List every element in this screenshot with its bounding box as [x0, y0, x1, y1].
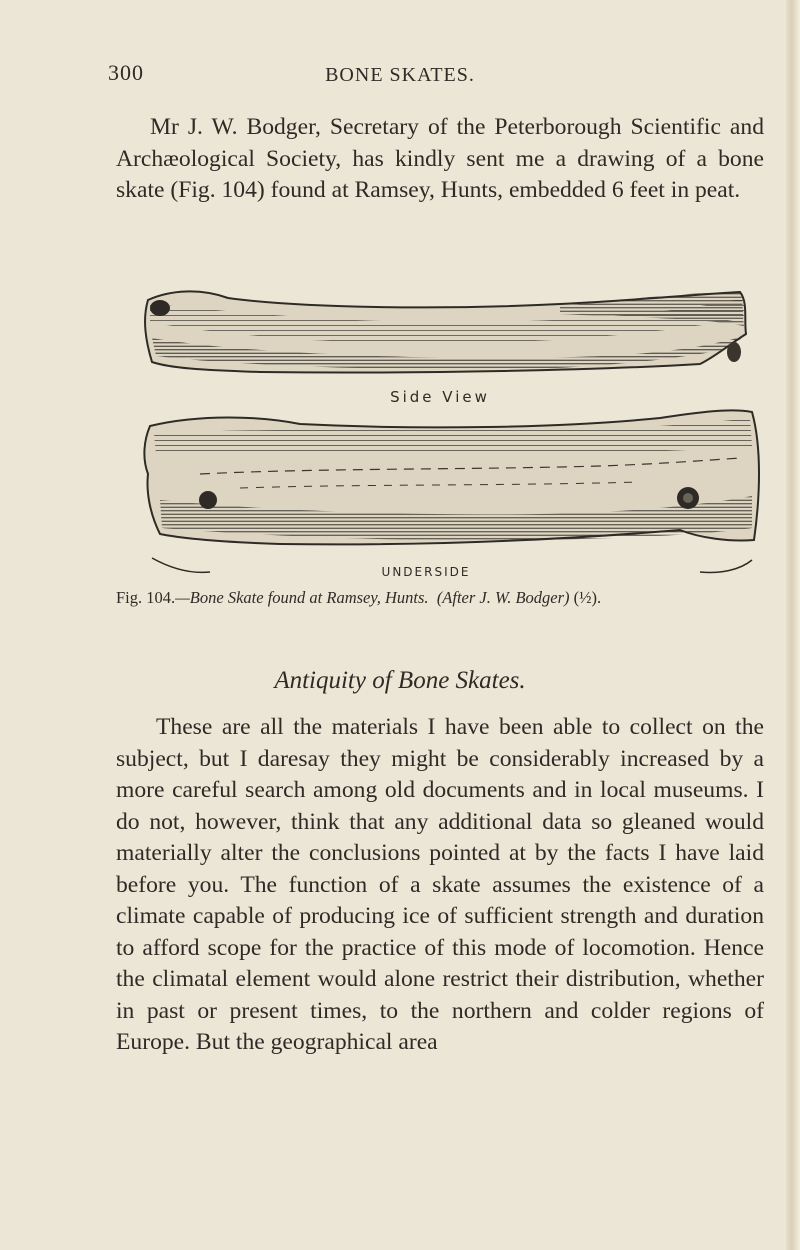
intro-paragraph: Mr J. W. Bodger, Secretary of the Peterborough Scientific and Archæological Society, has kindly sent me a drawing of a bone skate (Fig. 104) found at Ramsey, Hunts, embedded 6 feet in peat. [116, 114, 764, 203]
caption-fig-number: Fig. 104. [116, 588, 176, 607]
page-edge-shadow [786, 0, 800, 1250]
underside-label: UNDERSIDE [381, 565, 471, 579]
running-title: BONE SKATES. [325, 64, 475, 86]
figure-caption [116, 588, 776, 608]
side-view-label: Side View [390, 388, 490, 406]
underside-view-drawing [144, 410, 759, 572]
side-view-drawing [145, 291, 746, 372]
caption-scale: (½). [573, 588, 602, 607]
bone-skate-figure [0, 278, 800, 583]
section-heading: Antiquity of Bone Skates. [274, 667, 526, 694]
caption-credit: (After J. W. Bodger) [436, 588, 570, 607]
page-number: 300 [108, 60, 144, 85]
body-paragraph: These are all the materials I have been able to collect on the subject, but I daresay they might be considerably increased by a more careful search among old documents and in local museums. I do not, however, think that any additional data so gleaned would materially alter the conclusions pointed at by the facts I have laid before you. The function of a skate assumes the existence of a climate capable of producing ice of sufficient strength and duration to afford scope for the practice of this mode of locomotion. Hence the climatal element would alone restrict their distribution, whether in past or present times, to the northern and colder regions of Europe. But the geographical area [116, 714, 764, 1055]
caption-title: —Bone Skate found at Ramsey, Hunts. [175, 588, 429, 607]
